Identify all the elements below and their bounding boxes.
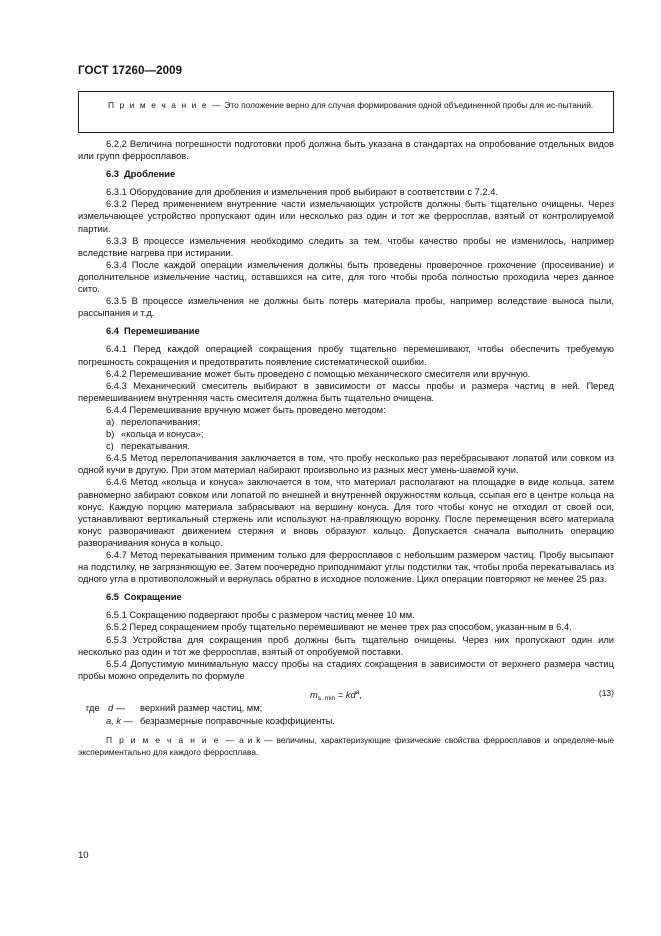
document-body (78, 138, 614, 758)
section-title: Дробление (124, 169, 176, 180)
paragraph-6-5-1: 6.5.1 Сокращению подвергают пробы с размером частиц менее 10 мм. (106, 610, 415, 621)
paragraph-6-4-4: 6.4.4 Перемешивание вручную может быть проведено методом: (106, 404, 386, 415)
list-text: перелопачивания; (121, 416, 201, 427)
section-heading-6-3 (78, 168, 614, 180)
section-number: 6.4 (106, 326, 119, 337)
note-label: П р и м е ч а н и е — (108, 100, 222, 110)
list-marker: c) (106, 441, 114, 452)
list-text: «кольца и конуса»; (121, 429, 204, 440)
document-header: ГОСТ 17260—2009 (78, 65, 183, 77)
list-item (78, 428, 614, 440)
note-text (79, 92, 613, 113)
paragraph-6-3-5: 6.3.5 В процессе измельчения не должны быть потерь материала пробы, например вследствие выноса пыли, рассыпания и т.д. (78, 296, 614, 319)
page-number: 10 (78, 850, 89, 861)
paragraph-6-2-2: 6.2.2 Величина погрешности подготовки проб должна быть указана в стандартах на опробование отдельных видов или групп ферросплавов. (78, 139, 614, 162)
bottom-note (78, 734, 614, 758)
note-label: П р и м е ч а н и е — (106, 734, 236, 745)
note-body: Это положение верно для случая формирования одной объединенной пробы для ис-пытаний. (222, 100, 594, 110)
section-heading-6-5 (78, 591, 614, 603)
formula-mass-symbol: m (310, 689, 318, 700)
list-marker: b) (106, 429, 115, 440)
list-marker: а) (106, 416, 115, 427)
paragraph-6-3-2: 6.3.2 Перед применением внутренние части измельчающих устройств должны быть тщательно очищены. Через измельчающее устройство пропускают один или несколько раз один и тот же ферросплав, взятый от контролируемой партии. (78, 199, 614, 234)
section-number: 6.5 (106, 592, 119, 603)
where-text: безразмерные поправочные коэффициенты. (140, 715, 335, 726)
note-body: a и k — величины, характеризующие физические свойства ферросплавов и определяе-мые экспериментально для каждого ферросплава. (78, 734, 614, 757)
paragraph-6-5-2: 6.5.2 Перед сокращением пробу тщательно перемешивают не менее трех раз способом, указан-ным в 6.4. (106, 622, 572, 633)
list-item (78, 440, 614, 452)
section-title: Сокращение (124, 592, 182, 603)
where-line (78, 715, 614, 728)
paragraph-6-4-7: 6.4.7 Метод перекатывания применим только для ферросплавов с небольшим размером частиц. Пробу высыпают на подстилку, не загрязняющую ее. Затем поочередно приподнимают углы подстилки так, чтобы проба перекатывалась из одного угла в противоположный и вернулась обратно в исходное положение. Цикл операции повторяют не менее 25 раз. (78, 550, 614, 585)
where-symbol: d — (108, 702, 126, 713)
note-box (78, 91, 614, 133)
paragraph-6-4-1: 6.4.1 Перед каждой операцией сокращения пробу тщательно перемешивают, чтобы обеспечить требуемую погрешность сокращения и предотвратить появление систематической ошибки. (78, 344, 614, 367)
list-item (78, 416, 614, 428)
paragraph-6-4-3: 6.4.3 Механический смеситель выбирают в зависимости от массы пробы и размера частиц в ней. Перед перемешиванием внутренняя часть смесителя должна быть тщательно очищена. (78, 380, 614, 403)
section-title: Перемешивание (124, 326, 200, 337)
formula-13 (78, 684, 614, 702)
paragraph-6-4-2: 6.4.2 Перемешивание может быть проведено с помощью механического смесителя или вручную. (106, 368, 531, 379)
where-lead: где (86, 702, 100, 713)
where-symbol: a, k — (106, 715, 134, 726)
section-heading-6-4 (78, 325, 614, 337)
paragraph-6-4-6: 6.4.6 Метод «кольца и конуса» заключается в том, что материал располагают на площадке в виде кольца, затем равномерно забирают совком или лопатой по внешней и внутренней окружностям кольца, ссыпая его в центре кольца на конус. Каждую порцию материала забрасывают на вершину конуса. Для того чтобы конус не отходил от своей оси, устанавливают вертикальный стержень или используют на-правляющую воронку. После перемещения всего материала конус разворачивают движением стержня и вновь образуют кольцо. Допускается сначала выполнить операцию разворачивания конуса в кольцо. (78, 477, 614, 548)
paragraph-6-3-4: 6.3.4 После каждой операции измельчения должны быть проведены проверочное грохочение (просеивание) и дополнительное измельчение частиц, оставшихся на сите, для того чтобы проба полностью проходила через данное сито. (78, 259, 614, 295)
list-text: перекатывания. (121, 441, 191, 452)
formula-number: (13) (598, 687, 614, 698)
paragraph-6-4-5: 6.4.5 Метод перелопачивания заключается в том, что пробу несколько раз перебрасывают лопатой или совком из одной кучи в другую. При этом материал набирают произвольно из разных мест умень-шаемой кучи. (78, 453, 614, 476)
paragraph-6-3-1: 6.3.1 Оборудование для дробления и измельчения проб выбирают в соответствии с 7.2.4. (106, 187, 499, 198)
section-number: 6.3 (106, 169, 119, 180)
formula-rhs: = kd (335, 689, 356, 700)
paragraph-6-5-3: 6.5.3 Устройства для сокращения проб должны быть тщательно очищены. Через них пропускают один или несколько раз один и тот же ферросплав, взятый от опробуемой поставки. (78, 634, 614, 657)
formula-subscript: s. min (317, 694, 336, 702)
formula-superscript: a (355, 688, 360, 696)
formula-comma: , (359, 689, 362, 700)
where-text: верхний размер частиц, мм; (140, 702, 263, 713)
paragraph-6-5-4: 6.5.4 Допустимую минимальную массу пробы на стадиях сокращения в зависимости от верхнего размера частиц пробы можно определить по формуле (78, 658, 614, 681)
where-line (78, 702, 614, 715)
paragraph-6-3-3: 6.3.3 В процессе измельчения необходимо следить за тем, чтобы качество пробы не изменилось, например вследствие нагрева при истирании. (78, 235, 614, 258)
